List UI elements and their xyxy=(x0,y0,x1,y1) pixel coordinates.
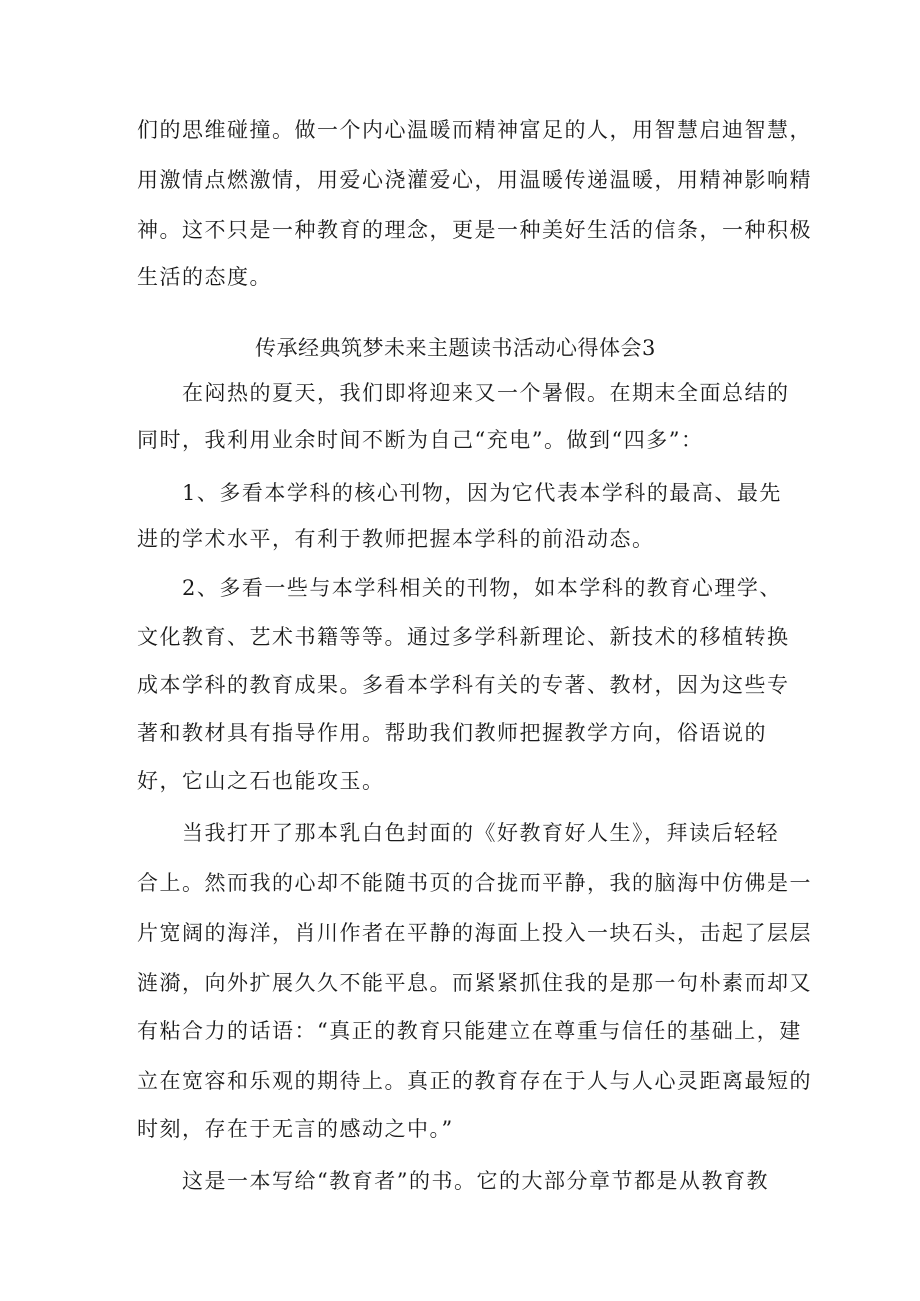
paragraph-line: 时刻，存在于无言的感动之中。” xyxy=(137,1117,454,1141)
paragraph-line: 合上。然而我的心却不能随书页的合拢而平静，我的脑海中仿佛是一 xyxy=(137,871,812,895)
paragraph-line: 同时，我利用业余时间不断为自己“充电”。做到“四多”： xyxy=(137,428,704,452)
paragraph-line: 成本学科的教育成果。多看本学科有关的专著、教材，因为这些专 xyxy=(137,673,790,697)
section-title: 传承经典筑梦未来主题读书活动心得体会3 xyxy=(255,336,656,360)
paragraph-line: 好，它山之石也能攻玉。 xyxy=(137,769,385,793)
paragraph-line: 生活的态度。 xyxy=(137,265,272,289)
paragraph-line: 片宽阔的海洋，肖川作者在平静的海面上投入一块石头，击起了层层 xyxy=(137,921,812,945)
paragraph-line: 著和教材具有指导作用。帮助我们教师把握教学方向，俗语说的 xyxy=(137,721,767,745)
paragraph-line: 涟漪，向外扩展久久不能平息。而紧紧抓住我的是那一句朴素而却又 xyxy=(137,971,812,995)
paragraph-line: 在闷热的夏天，我们即将迎来又一个暑假。在期末全面总结的 xyxy=(182,381,790,405)
paragraph-line: 当我打开了那本乳白色封面的《好教育好人生》，拜读后轻轻 xyxy=(182,821,779,845)
paragraph-line: 这是一本写给“教育者”的书。它的大部分章节都是从教育教 xyxy=(182,1169,769,1193)
paragraph-line: 神。这不只是一种教育的理念，更是一种美好生活的信条，一种积极 xyxy=(137,218,812,242)
paragraph-line: 有粘合力的话语：“真正的教育只能建立在尊重与信任的基础上，建 xyxy=(137,1019,802,1043)
paragraph-line: 用激情点燃激情，用爱心浇灌爱心，用温暖传递温暖，用精神影响精 xyxy=(137,168,812,192)
paragraph-line: 2、多看一些与本学科相关的刊物，如本学科的教育心理学、 xyxy=(182,576,782,600)
paragraph-line: 1、多看本学科的核心刊物，因为它代表本学科的最高、最先 xyxy=(182,481,782,505)
paragraph-line: 们的思维碰撞。做一个内心温暖而精神富足的人，用智慧启迪智慧， xyxy=(137,118,812,142)
paragraph-line: 文化教育、艺术书籍等等。通过多学科新理论、新技术的移植转换 xyxy=(137,625,790,649)
paragraph-line: 进的学术水平，有利于教师把握本学科的前沿动态。 xyxy=(137,527,655,551)
paragraph-line: 立在宽容和乐观的期待上。真正的教育存在于人与人心灵距离最短的 xyxy=(137,1069,812,1093)
